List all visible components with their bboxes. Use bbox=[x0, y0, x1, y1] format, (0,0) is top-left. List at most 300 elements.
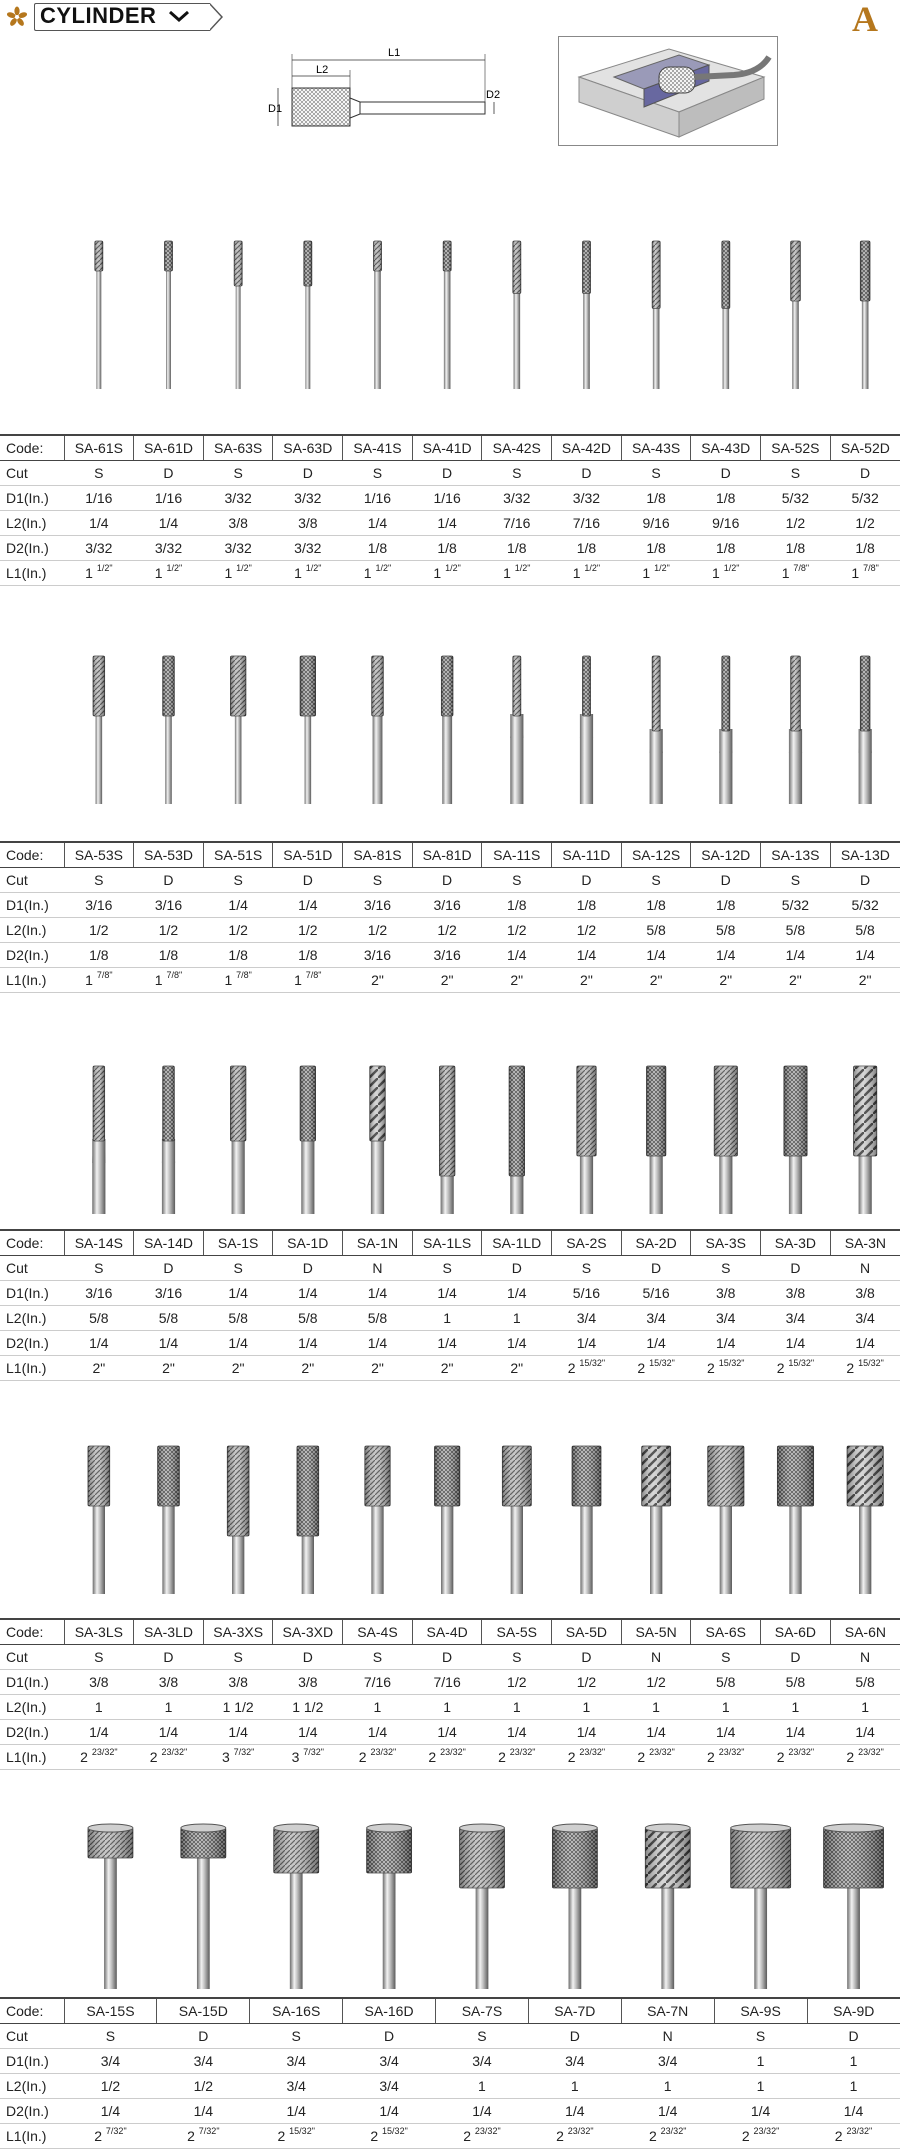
cell-cut: D bbox=[134, 868, 204, 893]
cell-d2: 1/4 bbox=[761, 1331, 831, 1356]
cell-cut: D bbox=[273, 868, 343, 893]
tool-image-sa-3s bbox=[714, 1066, 737, 1214]
l1-whole: 2 bbox=[358, 1749, 367, 1765]
tool-image-sa-13d bbox=[859, 656, 872, 804]
cell-l1 bbox=[343, 968, 413, 993]
l1-fraction: 7/8" bbox=[305, 970, 322, 980]
l1-whole: 1 bbox=[85, 565, 93, 581]
cell-d1: 1/2 bbox=[621, 1670, 691, 1695]
l1-whole: 1 bbox=[363, 565, 372, 581]
tool-image-sa-52s bbox=[791, 241, 801, 389]
cell-d1: 3/4 bbox=[64, 2049, 157, 2074]
spec-row-cut bbox=[0, 2024, 900, 2049]
cell-code: SA-5D bbox=[552, 1619, 622, 1645]
cell-cut: S bbox=[482, 461, 552, 486]
cell-d2: 1/8 bbox=[203, 943, 273, 968]
cell-l1 bbox=[761, 561, 831, 586]
row-label: Cut bbox=[0, 1256, 64, 1281]
cell-l2: 1 bbox=[64, 1695, 134, 1720]
cell-d2: 1/4 bbox=[621, 2099, 714, 2124]
tool-image-sa-5d bbox=[572, 1446, 601, 1594]
cell-d1: 3/32 bbox=[203, 486, 273, 511]
l1-fraction: 23/32" bbox=[91, 1747, 118, 1757]
tool-image-sa-11s bbox=[510, 656, 523, 804]
spec-row-d2 bbox=[0, 1331, 900, 1356]
cell-cut: S bbox=[343, 1645, 413, 1670]
spec-row-code bbox=[0, 1230, 900, 1256]
tool-image-sa-1ls bbox=[439, 1066, 455, 1214]
l1-whole: 2" bbox=[649, 972, 663, 988]
l1-fraction: 15/32" bbox=[382, 2126, 408, 2136]
cell-d1: 1/16 bbox=[412, 486, 482, 511]
cell-d2: 1/4 bbox=[830, 1720, 900, 1745]
cell-d2: 1/4 bbox=[64, 1331, 134, 1356]
tool-image-sa-1n bbox=[370, 1066, 386, 1214]
cell-l1 bbox=[482, 968, 552, 993]
row-label: Cut bbox=[0, 868, 64, 893]
cell-cut: N bbox=[343, 1256, 413, 1281]
l1-fraction: 7/8" bbox=[96, 970, 113, 980]
cell-d2: 1/4 bbox=[691, 943, 761, 968]
l1-whole: 2" bbox=[440, 972, 454, 988]
l1-whole: 1 bbox=[503, 565, 511, 581]
cell-cut: D bbox=[761, 1645, 831, 1670]
cell-cut: S bbox=[250, 2024, 343, 2049]
spec-table bbox=[0, 1229, 900, 1381]
cell-d2: 1/8 bbox=[273, 943, 343, 968]
tool-image-sa-11d bbox=[580, 656, 593, 804]
l1-fraction: 23/32" bbox=[649, 1747, 675, 1757]
l1-whole: 1 bbox=[154, 565, 163, 581]
cell-code: SA-12D bbox=[691, 842, 761, 868]
l1-whole: 2" bbox=[510, 1360, 524, 1376]
cell-l2: 1 bbox=[134, 1695, 204, 1720]
cell-code: SA-63S bbox=[203, 435, 273, 461]
tool-image-sa-5s bbox=[502, 1446, 531, 1594]
cell-code: SA-2D bbox=[621, 1230, 691, 1256]
l1-whole: 2" bbox=[789, 972, 802, 988]
cell-d2: 3/32 bbox=[273, 536, 343, 561]
spec-row-code bbox=[0, 1998, 900, 2024]
tool-image-sa-16d bbox=[367, 1824, 412, 1989]
l1-whole: 2 bbox=[846, 1360, 855, 1376]
cell-l1 bbox=[157, 2124, 250, 2149]
tool-image-sa-52d bbox=[860, 241, 870, 389]
cell-cut: S bbox=[343, 868, 413, 893]
spec-row-l2 bbox=[0, 511, 900, 536]
cell-d2: 1/4 bbox=[203, 1331, 273, 1356]
l1-fraction: 15/32" bbox=[289, 2126, 315, 2136]
cell-d2: 1/4 bbox=[528, 2099, 621, 2124]
cell-cut: D bbox=[552, 1645, 622, 1670]
cell-l1 bbox=[412, 1356, 482, 1381]
cell-d2: 3/32 bbox=[64, 536, 134, 561]
l1-whole: 1 bbox=[224, 972, 233, 988]
cell-l1 bbox=[482, 1356, 552, 1381]
spec-row-l1 bbox=[0, 1745, 900, 1770]
l1-whole: 2 bbox=[556, 2128, 564, 2144]
tool-image-sa-81s bbox=[372, 656, 384, 804]
row-label: Code: bbox=[0, 435, 64, 461]
cell-l2: 7/16 bbox=[552, 511, 622, 536]
l1-whole: 2 bbox=[741, 2128, 750, 2144]
cell-l1 bbox=[714, 2124, 807, 2149]
cell-d1: 1/16 bbox=[134, 486, 204, 511]
l1-whole: 1 bbox=[851, 565, 860, 581]
l1-whole: 2 bbox=[648, 2128, 657, 2144]
cell-d1: 1/8 bbox=[691, 893, 761, 918]
row-label: D1(In.) bbox=[0, 1281, 64, 1306]
l1-fraction: 23/32" bbox=[509, 1747, 536, 1757]
cell-l2: 1/2 bbox=[134, 918, 204, 943]
tool-image-sa-1ld bbox=[509, 1066, 525, 1214]
cell-code: SA-5S bbox=[482, 1619, 552, 1645]
cell-l2: 5/8 bbox=[343, 1306, 413, 1331]
cell-code: SA-14S bbox=[64, 1230, 134, 1256]
l1-whole: 2 bbox=[370, 2128, 379, 2144]
cell-code: SA-61S bbox=[64, 435, 134, 461]
tool-images-row bbox=[0, 650, 900, 810]
cell-l2: 1 bbox=[412, 1695, 482, 1720]
tool-image-sa-53s bbox=[93, 656, 105, 804]
cell-code: SA-6S bbox=[691, 1619, 761, 1645]
cell-d1: 3/16 bbox=[64, 1281, 134, 1306]
cell-cut: S bbox=[691, 1256, 761, 1281]
l1-whole: 2 bbox=[187, 2128, 195, 2144]
cell-l2: 1/2 bbox=[157, 2074, 250, 2099]
l1-whole: 2" bbox=[162, 1360, 175, 1376]
cell-cut: S bbox=[714, 2024, 807, 2049]
cell-d1: 3/32 bbox=[273, 486, 343, 511]
spec-row-cut bbox=[0, 461, 900, 486]
cell-l2: 5/8 bbox=[134, 1306, 204, 1331]
spec-table bbox=[0, 1618, 900, 1770]
cell-l2: 1 bbox=[436, 2074, 529, 2099]
l1-whole: 2 bbox=[149, 1749, 158, 1765]
cell-l1 bbox=[621, 1745, 691, 1770]
cell-code: SA-41D bbox=[412, 435, 482, 461]
cell-d2: 1/4 bbox=[343, 1331, 413, 1356]
cell-cut: N bbox=[621, 1645, 691, 1670]
row-label: L1(In.) bbox=[0, 1356, 64, 1381]
cell-l1 bbox=[134, 561, 204, 586]
cell-d1: 3/8 bbox=[64, 1670, 134, 1695]
cell-cut: S bbox=[552, 1256, 622, 1281]
cell-d1: 1/8 bbox=[482, 893, 552, 918]
cell-cut: D bbox=[830, 868, 900, 893]
cell-cut: D bbox=[343, 2024, 436, 2049]
cell-cut: D bbox=[134, 1645, 204, 1670]
cell-cut: D bbox=[528, 2024, 621, 2049]
cell-l2: 3/4 bbox=[761, 1306, 831, 1331]
cell-code: SA-61D bbox=[134, 435, 204, 461]
cell-l2: 9/16 bbox=[691, 511, 761, 536]
cell-code: SA-15D bbox=[157, 1998, 250, 2024]
cell-d2: 1/4 bbox=[436, 2099, 529, 2124]
row-label: Cut bbox=[0, 1645, 64, 1670]
cell-d1: 1/16 bbox=[64, 486, 134, 511]
cell-d1: 1/4 bbox=[343, 1281, 413, 1306]
spec-row-d1 bbox=[0, 486, 900, 511]
row-label: Cut bbox=[0, 2024, 64, 2049]
cell-cut: D bbox=[807, 2024, 900, 2049]
spec-table bbox=[0, 1997, 900, 2149]
tool-image-sa-6s bbox=[708, 1446, 744, 1594]
l1-whole: 2 bbox=[776, 1749, 785, 1765]
cell-d2: 1/8 bbox=[134, 943, 204, 968]
tool-image-sa-3ls bbox=[88, 1446, 110, 1594]
cell-l1 bbox=[482, 561, 552, 586]
row-label: L1(In.) bbox=[0, 1745, 64, 1770]
spec-row-cut bbox=[0, 1256, 900, 1281]
cell-d1: 3/16 bbox=[134, 893, 204, 918]
cell-cut: D bbox=[830, 461, 900, 486]
cell-cut: D bbox=[273, 1645, 343, 1670]
cell-cut: S bbox=[64, 868, 134, 893]
tool-image-sa-7n bbox=[645, 1824, 690, 1989]
cell-l1 bbox=[621, 561, 691, 586]
spec-row-l2 bbox=[0, 1306, 900, 1331]
spec-row-l2 bbox=[0, 1695, 900, 1720]
tool-image-sa-3xd bbox=[297, 1446, 319, 1594]
row-label: D2(In.) bbox=[0, 1720, 64, 1745]
row-label: Cut bbox=[0, 461, 64, 486]
cell-d2: 1/4 bbox=[412, 1331, 482, 1356]
cell-cut: S bbox=[64, 461, 134, 486]
cell-l1 bbox=[343, 1745, 413, 1770]
cell-code: SA-42D bbox=[552, 435, 622, 461]
cell-l2: 1 bbox=[830, 1695, 900, 1720]
tool-image-sa-51d bbox=[300, 656, 316, 804]
row-label: D1(In.) bbox=[0, 2049, 64, 2074]
cell-l2: 3/4 bbox=[621, 1306, 691, 1331]
cell-cut: D bbox=[412, 461, 482, 486]
flower-logo-icon bbox=[6, 6, 28, 28]
cell-cut: S bbox=[482, 868, 552, 893]
spec-row-d2 bbox=[0, 2099, 900, 2124]
l1-whole: 2 bbox=[277, 2128, 286, 2144]
cell-l1 bbox=[482, 1745, 552, 1770]
l1-fraction: 1/2" bbox=[584, 563, 601, 573]
chevron-down-icon bbox=[168, 9, 190, 23]
cell-d2: 3/32 bbox=[134, 536, 204, 561]
cell-d2: 1/4 bbox=[761, 943, 831, 968]
cell-d2: 1/4 bbox=[482, 943, 552, 968]
cell-l2: 1/2 bbox=[343, 918, 413, 943]
cell-d1: 3/16 bbox=[64, 893, 134, 918]
cell-code: SA-14D bbox=[134, 1230, 204, 1256]
tool-image-sa-2d bbox=[646, 1066, 665, 1214]
tool-image-sa-53d bbox=[163, 656, 175, 804]
tool-image-sa-4s bbox=[365, 1446, 390, 1594]
cell-d2: 1/8 bbox=[482, 536, 552, 561]
cell-l2: 1 bbox=[761, 1695, 831, 1720]
cell-l2: 1/2 bbox=[203, 918, 273, 943]
cell-cut: S bbox=[621, 461, 691, 486]
cell-l1 bbox=[412, 1745, 482, 1770]
l1-whole: 2 bbox=[834, 2128, 843, 2144]
l1-fraction: 23/32" bbox=[161, 1747, 188, 1757]
cell-code: SA-51D bbox=[273, 842, 343, 868]
cell-d1: 1/2 bbox=[552, 1670, 622, 1695]
l1-whole: 1 bbox=[642, 565, 651, 581]
cell-l2: 1/2 bbox=[64, 918, 134, 943]
row-label: Code: bbox=[0, 1998, 64, 2024]
row-label: L2(In.) bbox=[0, 918, 64, 943]
cell-l1 bbox=[343, 1356, 413, 1381]
dimension-diagram bbox=[268, 44, 508, 134]
l1-fraction: 7/8" bbox=[793, 563, 810, 573]
cell-l1 bbox=[343, 2124, 436, 2149]
cell-l1 bbox=[552, 561, 622, 586]
l1-fraction: 7/8" bbox=[863, 563, 879, 573]
l1-whole: 2" bbox=[301, 1360, 315, 1376]
cell-l1 bbox=[203, 1745, 273, 1770]
l1-whole: 1 bbox=[85, 972, 93, 988]
cell-l1 bbox=[273, 1356, 343, 1381]
cell-l2: 3/8 bbox=[273, 511, 343, 536]
l1-whole: 1 bbox=[781, 565, 790, 581]
cell-l1 bbox=[64, 561, 134, 586]
tool-image-sa-3n bbox=[854, 1066, 877, 1214]
cell-l1 bbox=[691, 968, 761, 993]
tool-image-sa-14s bbox=[92, 1066, 105, 1214]
cell-cut: D bbox=[691, 868, 761, 893]
row-label: L1(In.) bbox=[0, 561, 64, 586]
cell-d1: 5/8 bbox=[830, 1670, 900, 1695]
spec-row-cut bbox=[0, 1645, 900, 1670]
cell-l2: 1 bbox=[621, 1695, 691, 1720]
tool-image-sa-15s bbox=[88, 1824, 133, 1989]
tool-image-sa-41d bbox=[443, 241, 451, 389]
cell-d2: 3/32 bbox=[203, 536, 273, 561]
cell-d1: 1 bbox=[714, 2049, 807, 2074]
spec-row-l1 bbox=[0, 1356, 900, 1381]
tool-image-sa-42d bbox=[583, 241, 591, 389]
row-label: D1(In.) bbox=[0, 893, 64, 918]
cell-l1 bbox=[830, 1356, 900, 1381]
cell-d2: 1/8 bbox=[830, 536, 900, 561]
cell-l2: 1/2 bbox=[273, 918, 343, 943]
l1-fraction: 7/32" bbox=[198, 2126, 220, 2136]
cell-code: SA-11D bbox=[552, 842, 622, 868]
l1-whole: 2 bbox=[428, 1749, 437, 1765]
l1-fraction: 1/2" bbox=[654, 563, 670, 573]
cell-d1: 3/8 bbox=[134, 1670, 204, 1695]
l1-whole: 1 bbox=[712, 565, 720, 581]
l1-fraction: 23/32" bbox=[858, 1747, 884, 1757]
tool-image-sa-6d bbox=[777, 1446, 813, 1594]
tool-image-sa-7s bbox=[460, 1824, 505, 1989]
row-label: L2(In.) bbox=[0, 1306, 64, 1331]
spec-row-d1 bbox=[0, 893, 900, 918]
l1-fraction: 1/2" bbox=[305, 563, 322, 573]
row-label: D2(In.) bbox=[0, 943, 64, 968]
cell-code: SA-4S bbox=[343, 1619, 413, 1645]
spec-row-code bbox=[0, 435, 900, 461]
cell-l2: 5/8 bbox=[203, 1306, 273, 1331]
cell-d2: 1/4 bbox=[621, 1720, 691, 1745]
cell-code: SA-51S bbox=[203, 842, 273, 868]
cell-d2: 1/4 bbox=[552, 1331, 622, 1356]
cell-d1: 1/8 bbox=[621, 893, 691, 918]
tool-image-sa-1s bbox=[230, 1066, 246, 1214]
l1-fraction: 1/2" bbox=[723, 563, 740, 573]
l1-whole: 2 bbox=[80, 1749, 88, 1765]
cell-l1 bbox=[552, 1356, 622, 1381]
spec-row-l1 bbox=[0, 2124, 900, 2149]
cell-d1: 1/8 bbox=[621, 486, 691, 511]
spec-row-code bbox=[0, 842, 900, 868]
cell-d1: 1/4 bbox=[412, 1281, 482, 1306]
l1-whole: 1 bbox=[154, 972, 163, 988]
cell-d1: 3/32 bbox=[552, 486, 622, 511]
cell-d1: 3/8 bbox=[761, 1281, 831, 1306]
label-l1: L1 bbox=[388, 47, 401, 59]
cell-d2: 1/4 bbox=[203, 1720, 273, 1745]
cell-d2: 1/4 bbox=[830, 1331, 900, 1356]
cell-code: SA-43D bbox=[691, 435, 761, 461]
cell-d1: 3/4 bbox=[157, 2049, 250, 2074]
l1-fraction: 1/2" bbox=[96, 563, 113, 573]
cell-l1 bbox=[134, 968, 204, 993]
cell-d1: 1/4 bbox=[203, 893, 273, 918]
spec-row-d1 bbox=[0, 1281, 900, 1306]
row-label: L2(In.) bbox=[0, 2074, 64, 2099]
cell-d2: 1/4 bbox=[621, 943, 691, 968]
cell-code: SA-3S bbox=[691, 1230, 761, 1256]
cell-l2: 1/2 bbox=[552, 918, 622, 943]
cell-l1 bbox=[621, 968, 691, 993]
tool-image-sa-61s bbox=[95, 241, 103, 389]
tool-image-sa-7d bbox=[552, 1824, 597, 1989]
l1-whole: 2 bbox=[567, 1360, 576, 1376]
l1-fraction: 23/32" bbox=[440, 1747, 466, 1757]
cell-l1 bbox=[203, 968, 273, 993]
cell-cut: S bbox=[436, 2024, 529, 2049]
cell-d2: 1/4 bbox=[621, 1331, 691, 1356]
cell-l1 bbox=[807, 2124, 900, 2149]
l1-whole: 2" bbox=[719, 972, 733, 988]
cell-l2: 1 bbox=[714, 2074, 807, 2099]
tool-image-sa-6n bbox=[847, 1446, 883, 1594]
cell-code: SA-3XS bbox=[203, 1619, 273, 1645]
page-header bbox=[0, 0, 900, 39]
l1-whole: 2 bbox=[776, 1360, 785, 1376]
row-label: L1(In.) bbox=[0, 2124, 64, 2149]
cell-l1 bbox=[761, 968, 831, 993]
l1-whole: 1 bbox=[224, 565, 233, 581]
row-label: L2(In.) bbox=[0, 511, 64, 536]
cell-l1 bbox=[552, 1745, 622, 1770]
row-label: D2(In.) bbox=[0, 2099, 64, 2124]
cell-l2: 5/8 bbox=[621, 918, 691, 943]
cell-l2: 1/4 bbox=[343, 511, 413, 536]
l1-whole: 2 bbox=[498, 1749, 506, 1765]
cell-d1: 5/16 bbox=[621, 1281, 691, 1306]
tool-image-sa-15d bbox=[181, 1824, 226, 1989]
cell-d2: 1/4 bbox=[552, 943, 622, 968]
cell-cut: D bbox=[273, 461, 343, 486]
l1-fraction: 1/2" bbox=[514, 563, 531, 573]
cell-cut: S bbox=[203, 1645, 273, 1670]
cell-d1: 5/32 bbox=[830, 893, 900, 918]
label-d1: D1 bbox=[268, 103, 283, 115]
cell-l2: 5/8 bbox=[761, 918, 831, 943]
cell-code: SA-6N bbox=[830, 1619, 900, 1645]
cell-l1 bbox=[412, 561, 482, 586]
spec-row-d2 bbox=[0, 1720, 900, 1745]
